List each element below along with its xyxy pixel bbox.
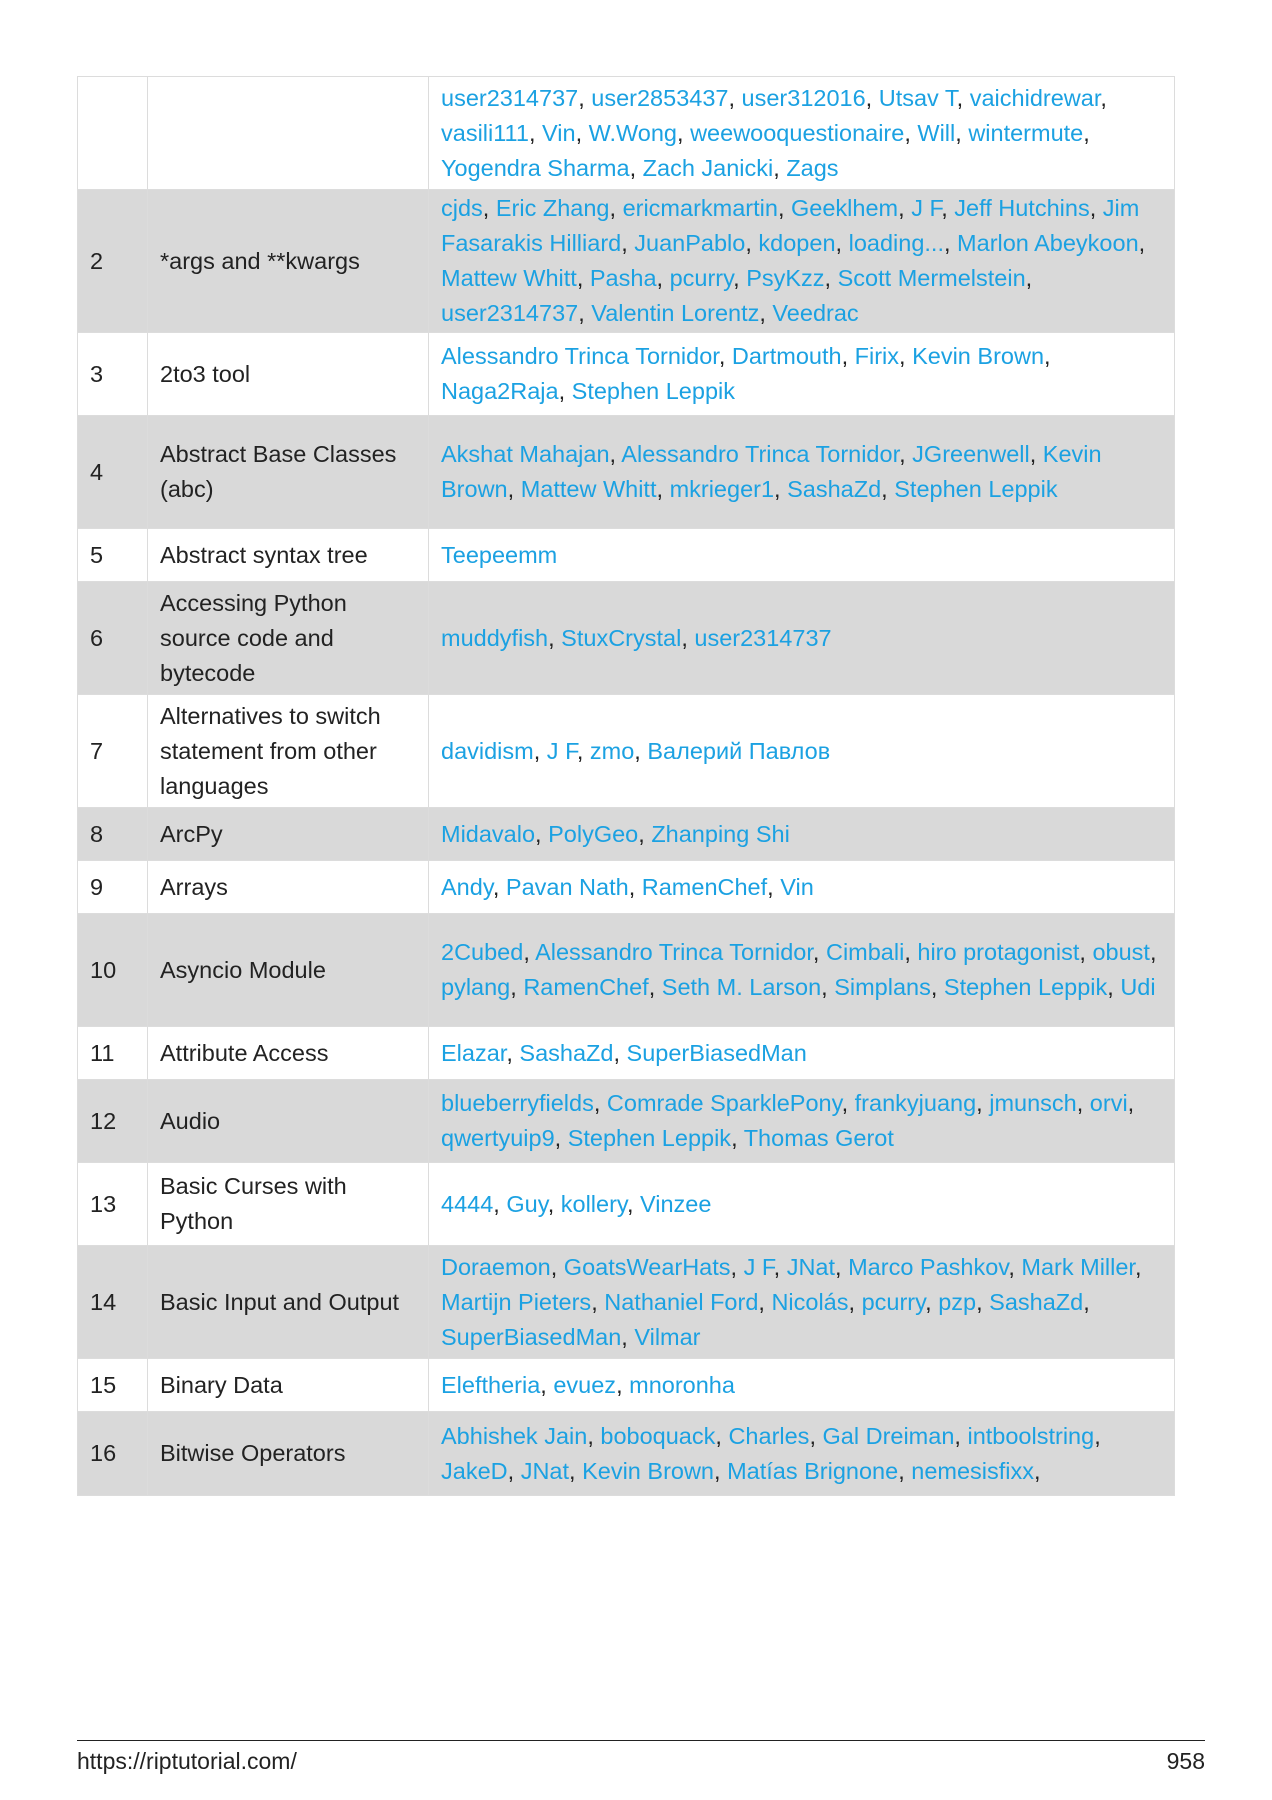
footer-url-link[interactable]: https://riptutorial.com/ [77, 1748, 297, 1774]
table-row [78, 1412, 1175, 1496]
contributor-link[interactable]: Eleftheria [441, 1371, 541, 1398]
table-row [78, 529, 1175, 582]
contributors-cell: Akshat Mahajan, Alessandro Trinca Tornidor, JGreenwell, Kevin Brown, Mattew Whitt, mkrieger1, SashaZd, Stephen Leppik [429, 416, 1175, 529]
contributor-link[interactable]: vasili111 [441, 119, 529, 146]
contributor-link[interactable]: Alessandro Trinca Tornidor [441, 343, 719, 369]
contributor-link[interactable]: Stephen Leppik [567, 1125, 732, 1151]
chapter-number: 7 [78, 695, 148, 808]
chapter-number: 6 [78, 582, 148, 695]
contributor-link[interactable]: Martijn Pieters [441, 1288, 592, 1315]
chapter-number: 14 [78, 1246, 148, 1359]
chapter-title: Arrays [148, 861, 429, 914]
contributor-link[interactable]: Alessandro Trinca Tornidor [621, 441, 900, 467]
chapter-number: 2 [78, 190, 148, 333]
contributor-link[interactable]: ericmarkmartin [622, 195, 778, 221]
contributor-link[interactable]: Simplans [834, 974, 931, 1000]
contributor-link[interactable]: pcurry [669, 265, 734, 291]
contributor-link[interactable]: Geeklhem [791, 195, 899, 221]
contributor-link[interactable]: Charles [728, 1422, 810, 1449]
contributor-link[interactable]: Kevin Brown [441, 441, 1102, 502]
table-row [78, 77, 1175, 190]
contributor-link[interactable]: Valentin Lorentz [591, 300, 760, 326]
contributor-link[interactable]: kollery [560, 1190, 627, 1217]
chapter-number: 12 [78, 1080, 148, 1163]
contributor-link[interactable]: GoatsWearHats [563, 1253, 731, 1280]
contributor-link[interactable]: pzp [938, 1288, 977, 1315]
contributor-link[interactable]: Gal Dreiman [822, 1422, 955, 1449]
contributor-link[interactable]: Zags [786, 154, 839, 181]
contributor-link[interactable]: mkrieger1 [669, 476, 775, 502]
contributor-link[interactable]: SashaZd [519, 1039, 614, 1066]
contributor-link[interactable]: Yogendra Sharma [441, 154, 630, 181]
contributor-link[interactable]: JuanPablo [634, 230, 746, 256]
contributor-link[interactable]: Vinzee [640, 1190, 712, 1217]
contributors-cell: davidism, J F, zmo, Валерий Павлов [429, 695, 1175, 808]
contributor-link[interactable]: Jim Fasarakis Hilliard [441, 195, 1140, 256]
chapter-title: Accessing Python source code and bytecode [148, 582, 429, 695]
contributor-link[interactable]: 4444 [441, 1190, 494, 1217]
contributor-link[interactable]: Will [917, 119, 956, 146]
contributor-link[interactable]: SashaZd [787, 476, 882, 502]
contributor-link[interactable]: Zach Janicki [642, 154, 774, 181]
table-row [78, 1027, 1175, 1080]
chapter-title: *args and **kwargs [148, 190, 429, 333]
contributor-link[interactable]: user312016 [741, 84, 866, 111]
contributor-link[interactable]: evuez [553, 1371, 617, 1398]
table-row [78, 861, 1175, 914]
chapter-title [148, 77, 429, 190]
contributor-link[interactable]: kdopen [758, 230, 836, 256]
chapter-title: 2to3 tool [148, 333, 429, 416]
contributor-link[interactable]: nemesisfixx [911, 1457, 1035, 1484]
chapter-title: ArcPy [148, 808, 429, 861]
contributor-link[interactable]: Alessandro Trinca Tornidor [535, 939, 813, 965]
contributor-link[interactable]: user2314737 [694, 624, 832, 651]
contributor-link[interactable]: obust [1092, 939, 1150, 965]
contributor-link[interactable]: Nathaniel Ford [604, 1288, 759, 1315]
contributor-link[interactable]: Teepeemm [441, 541, 558, 568]
chapter-number: 9 [78, 861, 148, 914]
contributor-link[interactable]: user2853437 [591, 84, 729, 111]
contributors-cell: Eleftheria, evuez, mnoronha [429, 1359, 1175, 1412]
contributor-link[interactable]: Eric Zhang [495, 195, 610, 221]
contributors-cell [429, 529, 1175, 582]
contributors-cell: Andy, Pavan Nath, RamenChef, Vin [429, 861, 1175, 914]
contributor-link[interactable]: J F [743, 1253, 774, 1280]
chapter-number: 8 [78, 808, 148, 861]
chapter-number: 5 [78, 529, 148, 582]
chapter-number [78, 77, 148, 190]
table-row [78, 808, 1175, 861]
contributors-table-body [78, 77, 1175, 1496]
contributor-link[interactable]: Stephen Leppik [943, 974, 1108, 1000]
contributor-link[interactable]: Andy [441, 873, 493, 900]
contributor-link[interactable]: JGreenwell [912, 441, 1030, 467]
contributor-link[interactable]: Marlon Abeykoon [957, 230, 1139, 256]
contributor-link[interactable]: Mattew Whitt [441, 265, 577, 291]
chapter-number: 13 [78, 1163, 148, 1246]
contributor-link[interactable]: Nicolás [771, 1288, 849, 1315]
contributors-cell: 4444, Guy, kollery, Vinzee [429, 1163, 1175, 1246]
chapter-number: 11 [78, 1027, 148, 1080]
table-row [78, 190, 1175, 333]
chapter-title: Audio [148, 1080, 429, 1163]
table-row [78, 1246, 1175, 1359]
table-row [78, 1163, 1175, 1246]
contributors-table [77, 76, 1175, 1496]
contributor-link[interactable]: Comrade SparklePony [606, 1090, 842, 1116]
contributors-cell: user2314737, user2853437, user312016, Utsav T, vaichidrewar, vasili111, Vin, W.Wong, weewooquestionaire, Will, wintermute, Yogendra Sharma, Zach Janicki, Zags [429, 77, 1175, 190]
contributor-link[interactable]: Pavan Nath [505, 873, 629, 900]
chapter-number: 3 [78, 333, 148, 416]
contributor-link[interactable]: SashaZd [989, 1288, 1084, 1315]
table-row [78, 914, 1175, 1027]
contributor-link[interactable]: SuperBiasedMan [626, 1039, 807, 1066]
contributor-link[interactable]: Pasha [589, 265, 657, 291]
contributor-link[interactable]: StuxCrystal [561, 624, 682, 651]
contributors-cell: Doraemon, GoatsWearHats, J F, JNat, Marco Pashkov, Mark Miller, Martijn Pieters, Nathaniel Ford, Nicolás, pcurry, pzp, SashaZd, SuperBiasedMan, Vilmar [429, 1246, 1175, 1359]
contributor-link[interactable]: Vilmar [634, 1323, 701, 1350]
contributor-link[interactable]: Валерий Павлов [647, 737, 831, 764]
contributors-cell: 2Cubed, Alessandro Trinca Tornidor, Cimbali, hiro protagonist, obust, pylang, RamenChef, Seth M. Larson, Simplans, Stephen Leppik, Udi [429, 914, 1175, 1027]
chapter-number: 10 [78, 914, 148, 1027]
contributor-link[interactable]: Vin [780, 873, 814, 900]
contributors-cell: blueberryfields, Comrade SparklePony, frankyjuang, jmunsch, orvi, qwertyuip9, Stephen Leppik, Thomas Gerot [429, 1080, 1175, 1163]
contributor-link[interactable]: W.Wong [588, 119, 678, 146]
page-number: 958 [1166, 1748, 1205, 1774]
chapter-number: 16 [78, 1412, 148, 1496]
contributors-cell: Elazar, SashaZd, SuperBiasedMan [429, 1027, 1175, 1080]
contributor-link[interactable]: Utsav T [878, 84, 957, 111]
contributors-cell: cjds, Eric Zhang, ericmarkmartin, Geeklhem, J F, Jeff Hutchins, Jim Fasarakis Hilliard, JuanPablo, kdopen, loading..., Marlon Abeykoon, Mattew Whitt, Pasha, pcurry, PsyKzz, Scott Mermelstein, user2314737, Valentin Lorentz, Veedrac [429, 190, 1175, 333]
contributor-link[interactable]: Abhishek Jain [441, 1422, 588, 1449]
contributor-link[interactable]: RamenChef [523, 974, 649, 1000]
contributors-cell: muddyfish, StuxCrystal, user2314737 [429, 582, 1175, 695]
chapter-title: Attribute Access [148, 1027, 429, 1080]
contributor-link[interactable]: Dartmouth [731, 343, 842, 369]
contributor-link[interactable]: user2314737 [441, 84, 579, 111]
contributor-link[interactable]: Matías Brignone [727, 1457, 899, 1484]
contributor-link[interactable]: Stephen Leppik [894, 476, 1058, 502]
contributor-link[interactable]: J F [546, 737, 577, 764]
contributor-link[interactable]: Veedrac [772, 300, 859, 326]
footer-divider [77, 1740, 1205, 1741]
contributor-link[interactable]: blueberryfields [441, 1090, 594, 1116]
contributor-link[interactable]: user2314737 [441, 300, 579, 326]
contributor-link[interactable]: qwertyuip9 [441, 1125, 555, 1151]
contributor-link[interactable]: Marco Pashkov [848, 1253, 1009, 1280]
contributor-link[interactable]: Naga2Raja [441, 378, 559, 404]
contributor-link[interactable]: wintermute [968, 119, 1084, 146]
contributor-link[interactable]: zmo [589, 737, 635, 764]
contributor-link[interactable]: JakeD [441, 1457, 508, 1484]
contributor-link[interactable]: JNat [786, 1253, 836, 1280]
chapter-title: Bitwise Operators [148, 1412, 429, 1496]
chapter-title: Basic Input and Output [148, 1246, 429, 1359]
contributor-link[interactable]: cjds [441, 195, 483, 221]
contributor-link[interactable]: pcurry [861, 1288, 926, 1315]
contributor-link[interactable]: mnoronha [629, 1371, 735, 1398]
table-row [78, 416, 1175, 529]
contributor-link[interactable]: Doraemon [441, 1253, 551, 1280]
contributor-link[interactable]: Akshat Mahajan [441, 441, 610, 467]
contributor-link[interactable]: Vin [542, 119, 576, 146]
contributor-link[interactable]: J F [911, 195, 942, 221]
contributor-link[interactable]: orvi [1089, 1090, 1128, 1116]
contributor-link[interactable]: JNat [520, 1457, 570, 1484]
table-row [78, 695, 1175, 808]
contributor-link[interactable]: Thomas Gerot [743, 1125, 894, 1151]
contributor-link[interactable]: PolyGeo [548, 820, 639, 847]
contributor-link[interactable]: PsyKzz [746, 265, 825, 291]
chapter-title: Abstract syntax tree [148, 529, 429, 582]
table-row [78, 582, 1175, 695]
contributor-link[interactable]: Jeff Hutchins [954, 195, 1090, 221]
contributors-cell: Midavalo, PolyGeo, Zhanping Shi [429, 808, 1175, 861]
contributor-link[interactable]: intboolstring [967, 1422, 1095, 1449]
chapter-title: Binary Data [148, 1359, 429, 1412]
table-row [78, 1359, 1175, 1412]
contributor-link[interactable]: muddyfish [441, 624, 549, 651]
contributor-link[interactable]: Mark Miller [1021, 1253, 1135, 1280]
chapter-number: 15 [78, 1359, 148, 1412]
chapter-title: Alternatives to switch statement from other languages [148, 695, 429, 808]
contributors-cell: Abhishek Jain, boboquack, Charles, Gal Dreiman, intboolstring, JakeD, JNat, Kevin Brown, Matías Brignone, nemesisfixx, [429, 1412, 1175, 1496]
table-row [78, 333, 1175, 416]
contributor-link[interactable]: Cimbali [825, 939, 905, 965]
contributor-link[interactable]: Mattew Whitt [520, 476, 657, 502]
contributor-link[interactable]: Scott Mermelstein [837, 265, 1026, 291]
contributor-link[interactable]: Kevin Brown [582, 1457, 715, 1484]
contributor-link[interactable]: frankyjuang [854, 1090, 977, 1116]
contributor-link[interactable]: vaichidrewar [969, 84, 1101, 111]
contributor-link[interactable]: Seth M. Larson [661, 974, 822, 1000]
contributor-link[interactable]: Kevin Brown [912, 343, 1045, 369]
contributor-link[interactable]: Elazar [441, 1039, 507, 1066]
contributor-link[interactable]: loading... [848, 230, 944, 256]
contributor-link[interactable]: hiro protagonist [917, 939, 1080, 965]
chapter-number: 4 [78, 416, 148, 529]
chapter-title: Asyncio Module [148, 914, 429, 1027]
contributor-link[interactable]: davidism [441, 737, 534, 764]
contributor-link[interactable]: Stephen Leppik [571, 378, 735, 404]
contributor-link[interactable]: Midavalo [441, 820, 536, 847]
chapter-title: Basic Curses with Python [148, 1163, 429, 1246]
contributor-link[interactable]: Firix [854, 343, 900, 369]
contributor-link[interactable]: pylang [441, 974, 511, 1000]
contributor-link[interactable]: boboquack [600, 1422, 716, 1449]
chapter-title: Abstract Base Classes (abc) [148, 416, 429, 529]
contributor-link[interactable]: jmunsch [989, 1090, 1077, 1116]
contributors-cell: Alessandro Trinca Tornidor, Dartmouth, Firix, Kevin Brown, Naga2Raja, Stephen Leppik [429, 333, 1175, 416]
table-row [78, 1080, 1175, 1163]
contributor-link[interactable]: 2Cubed [441, 939, 524, 965]
contributor-link[interactable]: RamenChef [641, 873, 768, 900]
contributor-link[interactable]: Zhanping Shi [651, 820, 790, 847]
contributor-link[interactable]: weewooquestionaire [690, 119, 905, 146]
contributor-link[interactable]: SuperBiasedMan [441, 1323, 622, 1350]
contributor-link[interactable]: Udi [1120, 974, 1156, 1000]
contributor-link[interactable]: Guy [506, 1190, 548, 1217]
